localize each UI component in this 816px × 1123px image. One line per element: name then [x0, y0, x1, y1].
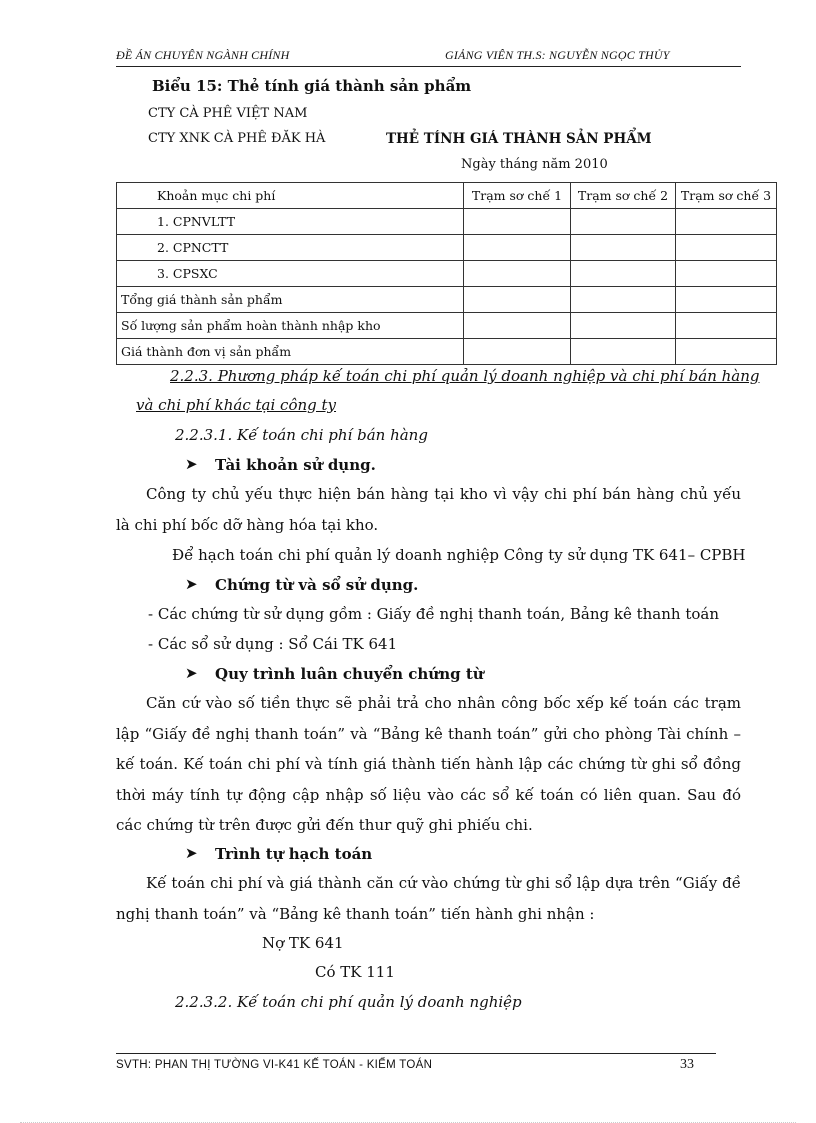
table-cell	[464, 339, 571, 365]
entry-credit: Có TK 111	[315, 963, 395, 981]
footer-rule	[116, 1053, 716, 1054]
table-cell	[676, 209, 777, 235]
table-cell-label: Số lượng sản phẩm hoàn thành nhập kho	[117, 313, 464, 339]
arrow-bullet-icon: ➤	[185, 575, 198, 593]
page-number: 33	[680, 1057, 694, 1072]
table-cell-label: 2. CPNCTT	[117, 235, 464, 261]
table-header-cell: Trạm sơ chế 2	[571, 183, 676, 209]
header-left: ĐỀ ÁN CHUYÊN NGÀNH CHÍNH	[116, 48, 290, 62]
figure-title: Biểu 15: Thẻ tính giá thành sản phẩm	[152, 77, 472, 95]
section-heading-2-2-3-cont: và chi phí khác tại công ty	[136, 396, 337, 414]
table-row	[117, 313, 777, 339]
company-name-2: CTY XNK CÀ PHÊ ĐĂK HÀ	[148, 131, 326, 146]
table-cell	[676, 261, 777, 287]
table-row	[117, 287, 777, 313]
table-cell	[571, 313, 676, 339]
table-cell-label: 3. CPSXC	[117, 261, 464, 287]
bullet-sequence: Trình tự hạch toán	[215, 845, 373, 863]
table-cell	[571, 261, 676, 287]
paragraph-4-text: Kế toán chi phí và giá thành căn cứ vào chứng từ ghi sổ lập dựa trên “Giấy đề nghị thanh toán” và “Bảng kê thanh toán” tiến hành ghi nhận :	[116, 874, 741, 923]
arrow-bullet-icon: ➤	[185, 844, 198, 862]
card-title: THẺ TÍNH GIÁ THÀNH SẢN PHẨM	[386, 131, 652, 147]
bullet-account: Tài khoản sử dụng.	[215, 456, 376, 474]
footer-left: SVTH: PHAN THỊ TƯỜNG VI-K41 KẾ TOÁN - KIỂM TOÁN	[116, 1059, 433, 1071]
bullet-process: Quy trình luân chuyển chứng từ	[215, 665, 484, 683]
section-heading-2-2-3: 2.2.3. Phương pháp kế toán chi phí quản lý doanh nghiệp và chi phí bán hàng	[170, 367, 760, 385]
table-header-cell: Khoản mục chi phí	[117, 183, 464, 209]
table-cell	[676, 235, 777, 261]
table-cell	[676, 287, 777, 313]
table-cell	[571, 209, 676, 235]
table-row	[117, 261, 777, 287]
paragraph-4	[116, 868, 741, 929]
table-cell	[571, 235, 676, 261]
table-cell	[676, 339, 777, 365]
header-right: GIẢNG VIÊN TH.S: NGUYỄN NGỌC THỦY	[445, 48, 670, 62]
table-row	[117, 339, 777, 365]
table-cell-label: Tổng giá thành sản phẩm	[117, 287, 464, 313]
paragraph-2: Để hạch toán chi phí quản lý doanh nghiệp Công ty sử dụng TK 641– CPBH	[172, 546, 746, 564]
header-rule	[116, 66, 741, 67]
section-heading-2-2-3-1: 2.2.3.1. Kế toán chi phí bán hàng	[175, 426, 428, 444]
table-cell	[464, 261, 571, 287]
table-cell-label: Giá thành đơn vị sản phẩm	[117, 339, 464, 365]
books-line: - Các sổ sử dụng : Sổ Cái TK 641	[148, 635, 398, 653]
table-cell	[571, 339, 676, 365]
company-name-1: CTY CÀ PHÊ VIỆT NAM	[148, 106, 308, 121]
documents-line: - Các chứng từ sử dụng gồm : Giấy đề nghị thanh toán, Bảng kê thanh toán	[148, 605, 719, 623]
section-heading-2-2-3-2: 2.2.3.2. Kế toán chi phí quản lý doanh nghiệp	[175, 993, 522, 1011]
bullet-documents: Chứng từ và sổ sử dụng.	[215, 576, 419, 594]
date-line: Ngày tháng năm 2010	[461, 157, 608, 172]
paragraph-3-text: Căn cứ vào số tiền thực sẽ phải trả cho nhân công bốc xếp kế toán các trạm lập “Giấy đề nghị thanh toán” và “Bảng kê thanh toán” gửi cho phòng Tài chính – kế toán. Kế toán chi phí và tính giá thành tiến hành lập các chứng từ ghi sổ đồng thời máy tính tự động cập nhập số liệu vào các sổ kế toán có liên quan. Sau đó các chứng từ trên được gửi đến thur quỹ ghi phiếu chi.	[116, 694, 741, 834]
table-cell	[464, 313, 571, 339]
arrow-bullet-icon: ➤	[185, 664, 198, 682]
paragraph-3	[116, 688, 741, 841]
table-row	[117, 235, 777, 261]
table-header-cell: Trạm sơ chế 1	[464, 183, 571, 209]
table-header-row	[117, 183, 777, 209]
paragraph-1	[116, 479, 741, 540]
table-cell	[571, 287, 676, 313]
paragraph-1-text: Công ty chủ yếu thực hiện bán hàng tại kho vì vậy chi phí bán hàng chủ yếu là chi phí bốc dỡ hàng hóa tại kho.	[116, 485, 741, 534]
entry-debit: Nợ TK 641	[262, 934, 344, 952]
table-cell	[676, 313, 777, 339]
cost-table	[116, 182, 777, 365]
table-cell	[464, 235, 571, 261]
table-cell	[464, 287, 571, 313]
table-cell-label: 1. CPNVLTT	[117, 209, 464, 235]
table-cell	[464, 209, 571, 235]
table-header-cell: Trạm sơ chế 3	[676, 183, 777, 209]
table-row	[117, 209, 777, 235]
arrow-bullet-icon: ➤	[185, 455, 198, 473]
